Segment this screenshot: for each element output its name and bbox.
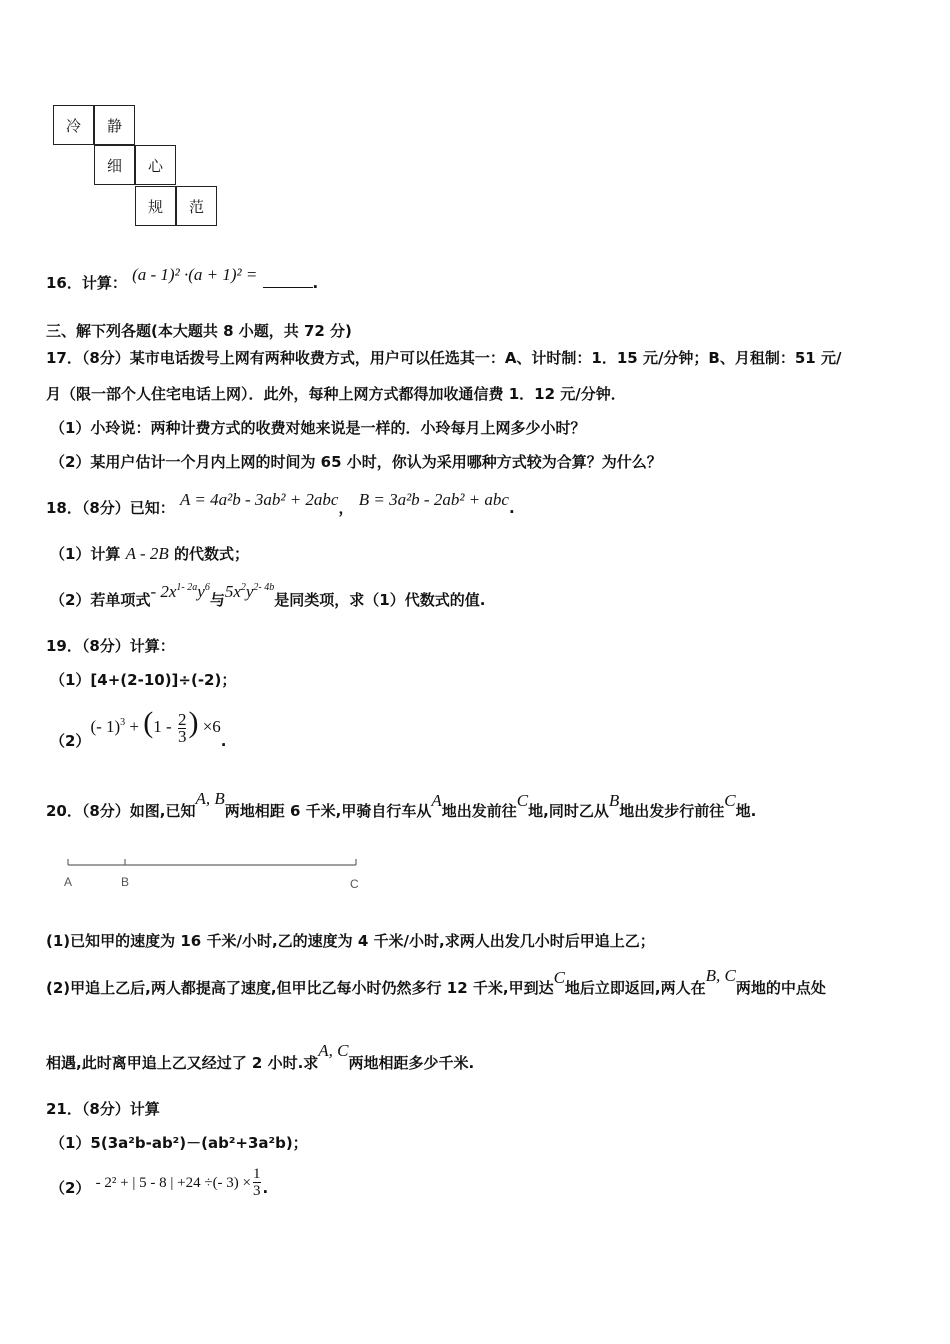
- label-c: C: [350, 877, 359, 891]
- q18-sub2-post: 是同类项，求（1）代数式的值.: [274, 591, 486, 609]
- question-18: [46, 490, 515, 518]
- frac-den: 3: [177, 726, 187, 746]
- label-a: A: [64, 875, 73, 889]
- m2-exp: 2: [240, 582, 246, 593]
- grid-cell: 心: [135, 145, 176, 185]
- q16-suffix: .: [312, 274, 319, 292]
- expr-b: +: [125, 717, 144, 736]
- q18-sub2-pre: （2）若单项式: [50, 591, 151, 609]
- q20-sub2-m1: C: [553, 968, 565, 987]
- grid-cell: 细: [94, 145, 135, 185]
- q20-sub1: (1)已知甲的速度为 16 千米/小时,乙的速度为 4 千米/小时,求两人出发几小时后甲追上乙；: [46, 932, 655, 950]
- q17-line2: 月（限一部个人住宅电话上网）．此外，每种上网方式都得加收通信费 1．12 元/分钟．: [46, 385, 626, 403]
- q20-sub2-a: (2)甲追上乙后,两人都提高了速度,但甲比乙每小时仍然多行 12 千米,甲到达: [46, 979, 554, 997]
- q20-t6: 地.: [735, 802, 757, 820]
- q20-statement: [46, 789, 757, 821]
- q18-sub1: [50, 543, 249, 564]
- section-title: 三、解下列各题(本大题共 8 小题，共 72 分): [46, 322, 352, 340]
- q20-m2: A: [431, 791, 442, 810]
- q20-m4: B: [608, 791, 620, 810]
- q17-line1: 17．（8分）某市电话拨号上网有两种收费方式，用户可以任选其一：A、计时制：1．15 元/分钟；B、月租制：51 元/: [46, 349, 842, 367]
- expr-a: (- 1): [90, 717, 121, 736]
- q18-sub2: [50, 582, 486, 610]
- q20-t2: 两地相距 6 千米,甲骑自行车从: [224, 802, 432, 820]
- q21-sub2-expr: - 2² + | 5 - 8 | +24 ÷(- 3) ×: [95, 1175, 252, 1191]
- q19-end: .: [220, 732, 227, 750]
- q19-title: 19．（8分）计算：: [46, 637, 175, 655]
- q21-sub2-label: （2）: [50, 1179, 91, 1197]
- q20-t3: 地出发前往: [441, 802, 517, 820]
- answer-blank[interactable]: [263, 273, 313, 288]
- q20-sub2-line1: [46, 966, 826, 998]
- label-b: B: [121, 875, 130, 889]
- m1-yexp: 6: [204, 582, 210, 593]
- q20-t4: 地,同时乙从: [528, 802, 609, 820]
- expr-d: ×6: [198, 717, 221, 736]
- q20-sub2-line2-b: 两地相距多少千米.: [348, 1054, 475, 1072]
- q20-m3: C: [516, 791, 529, 810]
- fraction: [177, 709, 187, 746]
- q21-sub1: （1）5(3a²b-ab²)－(ab²+3a²b)；: [50, 1134, 308, 1152]
- q16-expression: (a - 1)² ·(a + 1)² =: [132, 265, 258, 284]
- q20-t1: 20．（8分）如图,已知: [46, 802, 196, 820]
- q19-sub2: [50, 706, 227, 750]
- left-paren: (: [143, 706, 154, 739]
- q17-sub1: （1）小玲说：两种计费方式的收费对她来说是一样的．小玲每月上网多少小时？: [50, 419, 586, 437]
- q18-monomial-1: [150, 582, 209, 601]
- q18-sub1-pre: （1）计算: [50, 545, 121, 563]
- question-16: [46, 265, 319, 293]
- m1-base: - 2x: [150, 582, 177, 601]
- q20-sub2-line2-a: 相遇,此时离甲追上乙又经过了 2 小时.求: [46, 1054, 319, 1072]
- q18-sub2-mid: 与: [209, 591, 225, 609]
- right-paren: ): [188, 706, 199, 739]
- m2-yexp: 2- 4b: [253, 582, 275, 593]
- q21-sub2: [50, 1166, 268, 1199]
- q19-sub2-expr: [90, 706, 221, 746]
- frac-num: 2: [177, 709, 187, 729]
- q18-separator: ，: [338, 499, 354, 517]
- q20-t5: 地出发步行前往: [619, 802, 725, 820]
- q20-sub2-b: 地后立即返回,两人在: [564, 979, 706, 997]
- q19-sub1: （1）[4+(2-10)]÷(-2)；: [50, 671, 237, 689]
- q20-m5: C: [724, 791, 736, 810]
- q19-sub2-label: （2）: [50, 732, 91, 750]
- m1-y: y: [197, 582, 205, 601]
- q20-sub2-m2: B, C: [705, 966, 736, 985]
- m1-exp: 1- 2a: [176, 582, 198, 593]
- q18-expr-b: B = 3a²b - 2ab² + abc: [358, 490, 509, 509]
- q21-title: 21．（8分）计算: [46, 1100, 160, 1118]
- grid-cell: 规: [135, 186, 176, 226]
- q20-sub2-line2: [46, 1041, 475, 1073]
- q18-sub1-expr: A - 2B: [125, 544, 169, 563]
- grid-cell: 范: [176, 186, 217, 226]
- q16-prefix: 16．计算：: [46, 274, 127, 292]
- m2-base: 5x: [224, 582, 241, 601]
- q18-prefix: 18．（8分）已知：: [46, 499, 175, 517]
- frac-num: 1: [253, 1166, 261, 1182]
- q18-sub1-post: 的代数式；: [174, 545, 250, 563]
- grid-cell: 冷: [53, 105, 94, 145]
- q18-expr-a: A = 4a²b - 3ab² + 2abc: [180, 490, 339, 509]
- q20-m1: A, B: [195, 789, 225, 808]
- m2-y: y: [245, 582, 254, 601]
- segment-svg: [60, 855, 370, 895]
- q21-fraction: [253, 1166, 261, 1199]
- q21-end: .: [262, 1179, 269, 1197]
- q20-sub2-m3: A, C: [318, 1041, 349, 1060]
- q18-monomial-2: [225, 582, 274, 601]
- expr-c1: 1 -: [153, 717, 176, 736]
- q18-suffix: .: [508, 499, 515, 517]
- expr-a-exp: 3: [120, 717, 126, 728]
- q20-sub2-c: 两地的中点处: [735, 979, 826, 997]
- frac-den: 3: [253, 1183, 261, 1199]
- q17-sub2: （2）某用户估计一个月内上网的时间为 65 小时，你认为采用哪种方式较为合算？为什么？: [50, 453, 662, 471]
- grid-cell: 静: [94, 105, 135, 145]
